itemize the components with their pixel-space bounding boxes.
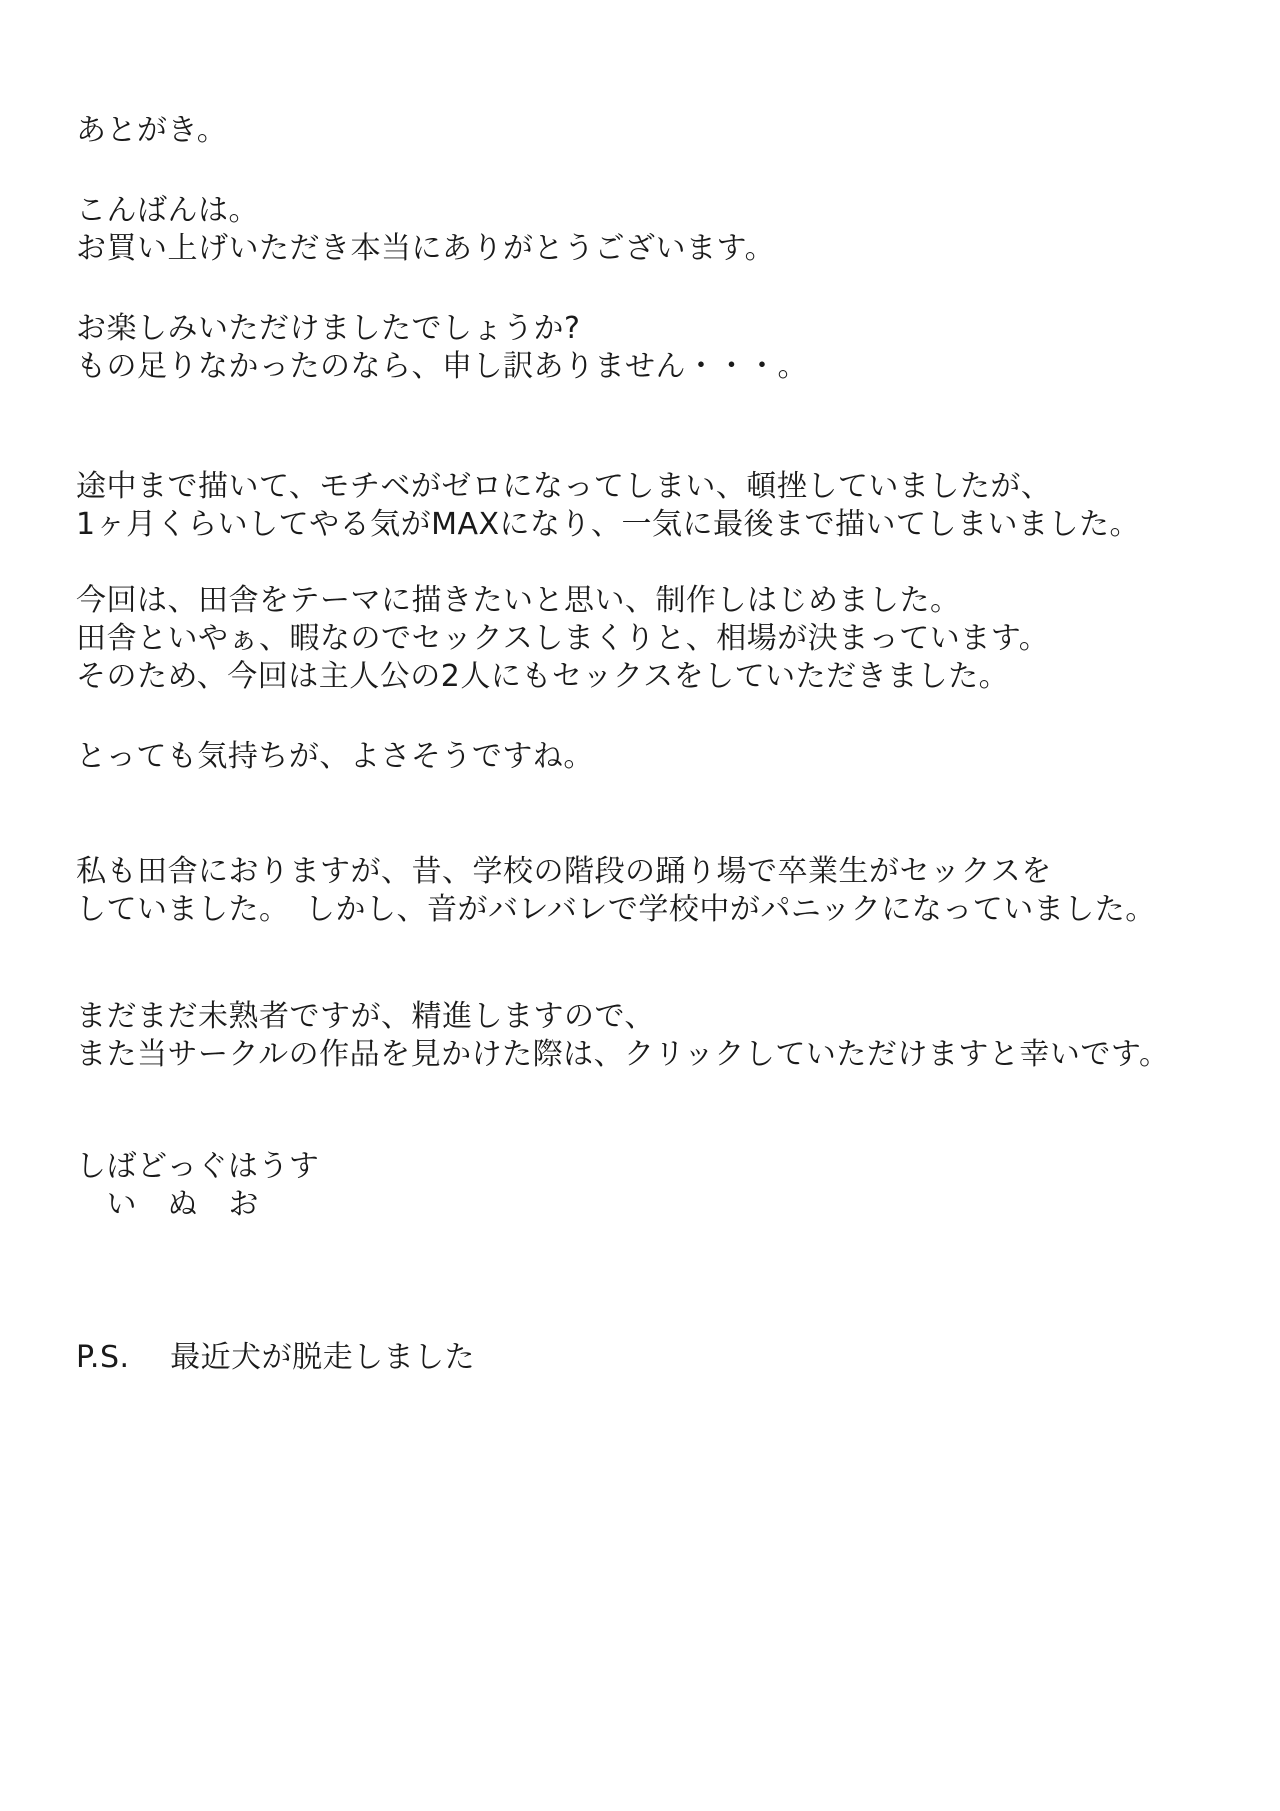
text-line: 1ヶ月くらいしてやる気がMAXになり、一気に最後まで描いてしまいました。 (76, 507, 1141, 542)
text-line: もの足りなかったのなら、申し訳ありません・・・。 (76, 349, 808, 384)
text-line: 田舎といやぁ、暇なのでセックスしまくりと、相場が決まっています。 (76, 621, 1050, 656)
anecdote-paragraph (76, 853, 1240, 929)
postscript-paragraph (76, 1339, 1240, 1377)
text-line: 今回は、田舎をテーマに描きたいと思い、制作しはじめました。 (76, 583, 961, 618)
text-line: とっても気持ちが、よさそうですね。 (76, 739, 594, 774)
motivation-paragraph (76, 468, 1240, 544)
text-line: していました。 しかし、音がバレバレで学校中がパニックになっていました。 (76, 892, 1156, 927)
circle-name: しばどっぐはうす (76, 1149, 320, 1184)
author-name: い ぬ お (76, 1187, 259, 1222)
text-line: お楽しみいただけましたでしょうか? (76, 311, 581, 346)
text-line: まだまだ未熟者ですが、精進しますので、 (76, 999, 655, 1034)
text-line: そのため、今回は主人公の2人にもセックスをしていただきました。 (76, 659, 1010, 694)
text-line: こんばんは。 (76, 193, 259, 228)
page-title: あとがき。 (76, 113, 228, 148)
text-line: また当サークルの作品を見かけた際は、クリックしていただけますと幸いです。 (76, 1037, 1170, 1072)
text-line: お買い上げいただき本当にありがとうございます。 (76, 231, 776, 266)
afterword-title-paragraph (76, 112, 1240, 150)
text-line: 途中まで描いて、モチベがゼロになってしまい、頓挫していましたが、 (76, 469, 1052, 504)
theme-paragraph (76, 582, 1240, 696)
text-line: 私も田舎におりますが、昔、学校の階段の踊り場で卒業生がセックスを (76, 854, 1052, 889)
enjoyment-paragraph (76, 310, 1240, 386)
postscript-line: P.S. 最近犬が脱走しました (76, 1340, 476, 1375)
signature-block (76, 1148, 1240, 1224)
closing-paragraph (76, 998, 1240, 1074)
comment-paragraph (76, 738, 1240, 776)
greeting-paragraph (76, 192, 1240, 268)
